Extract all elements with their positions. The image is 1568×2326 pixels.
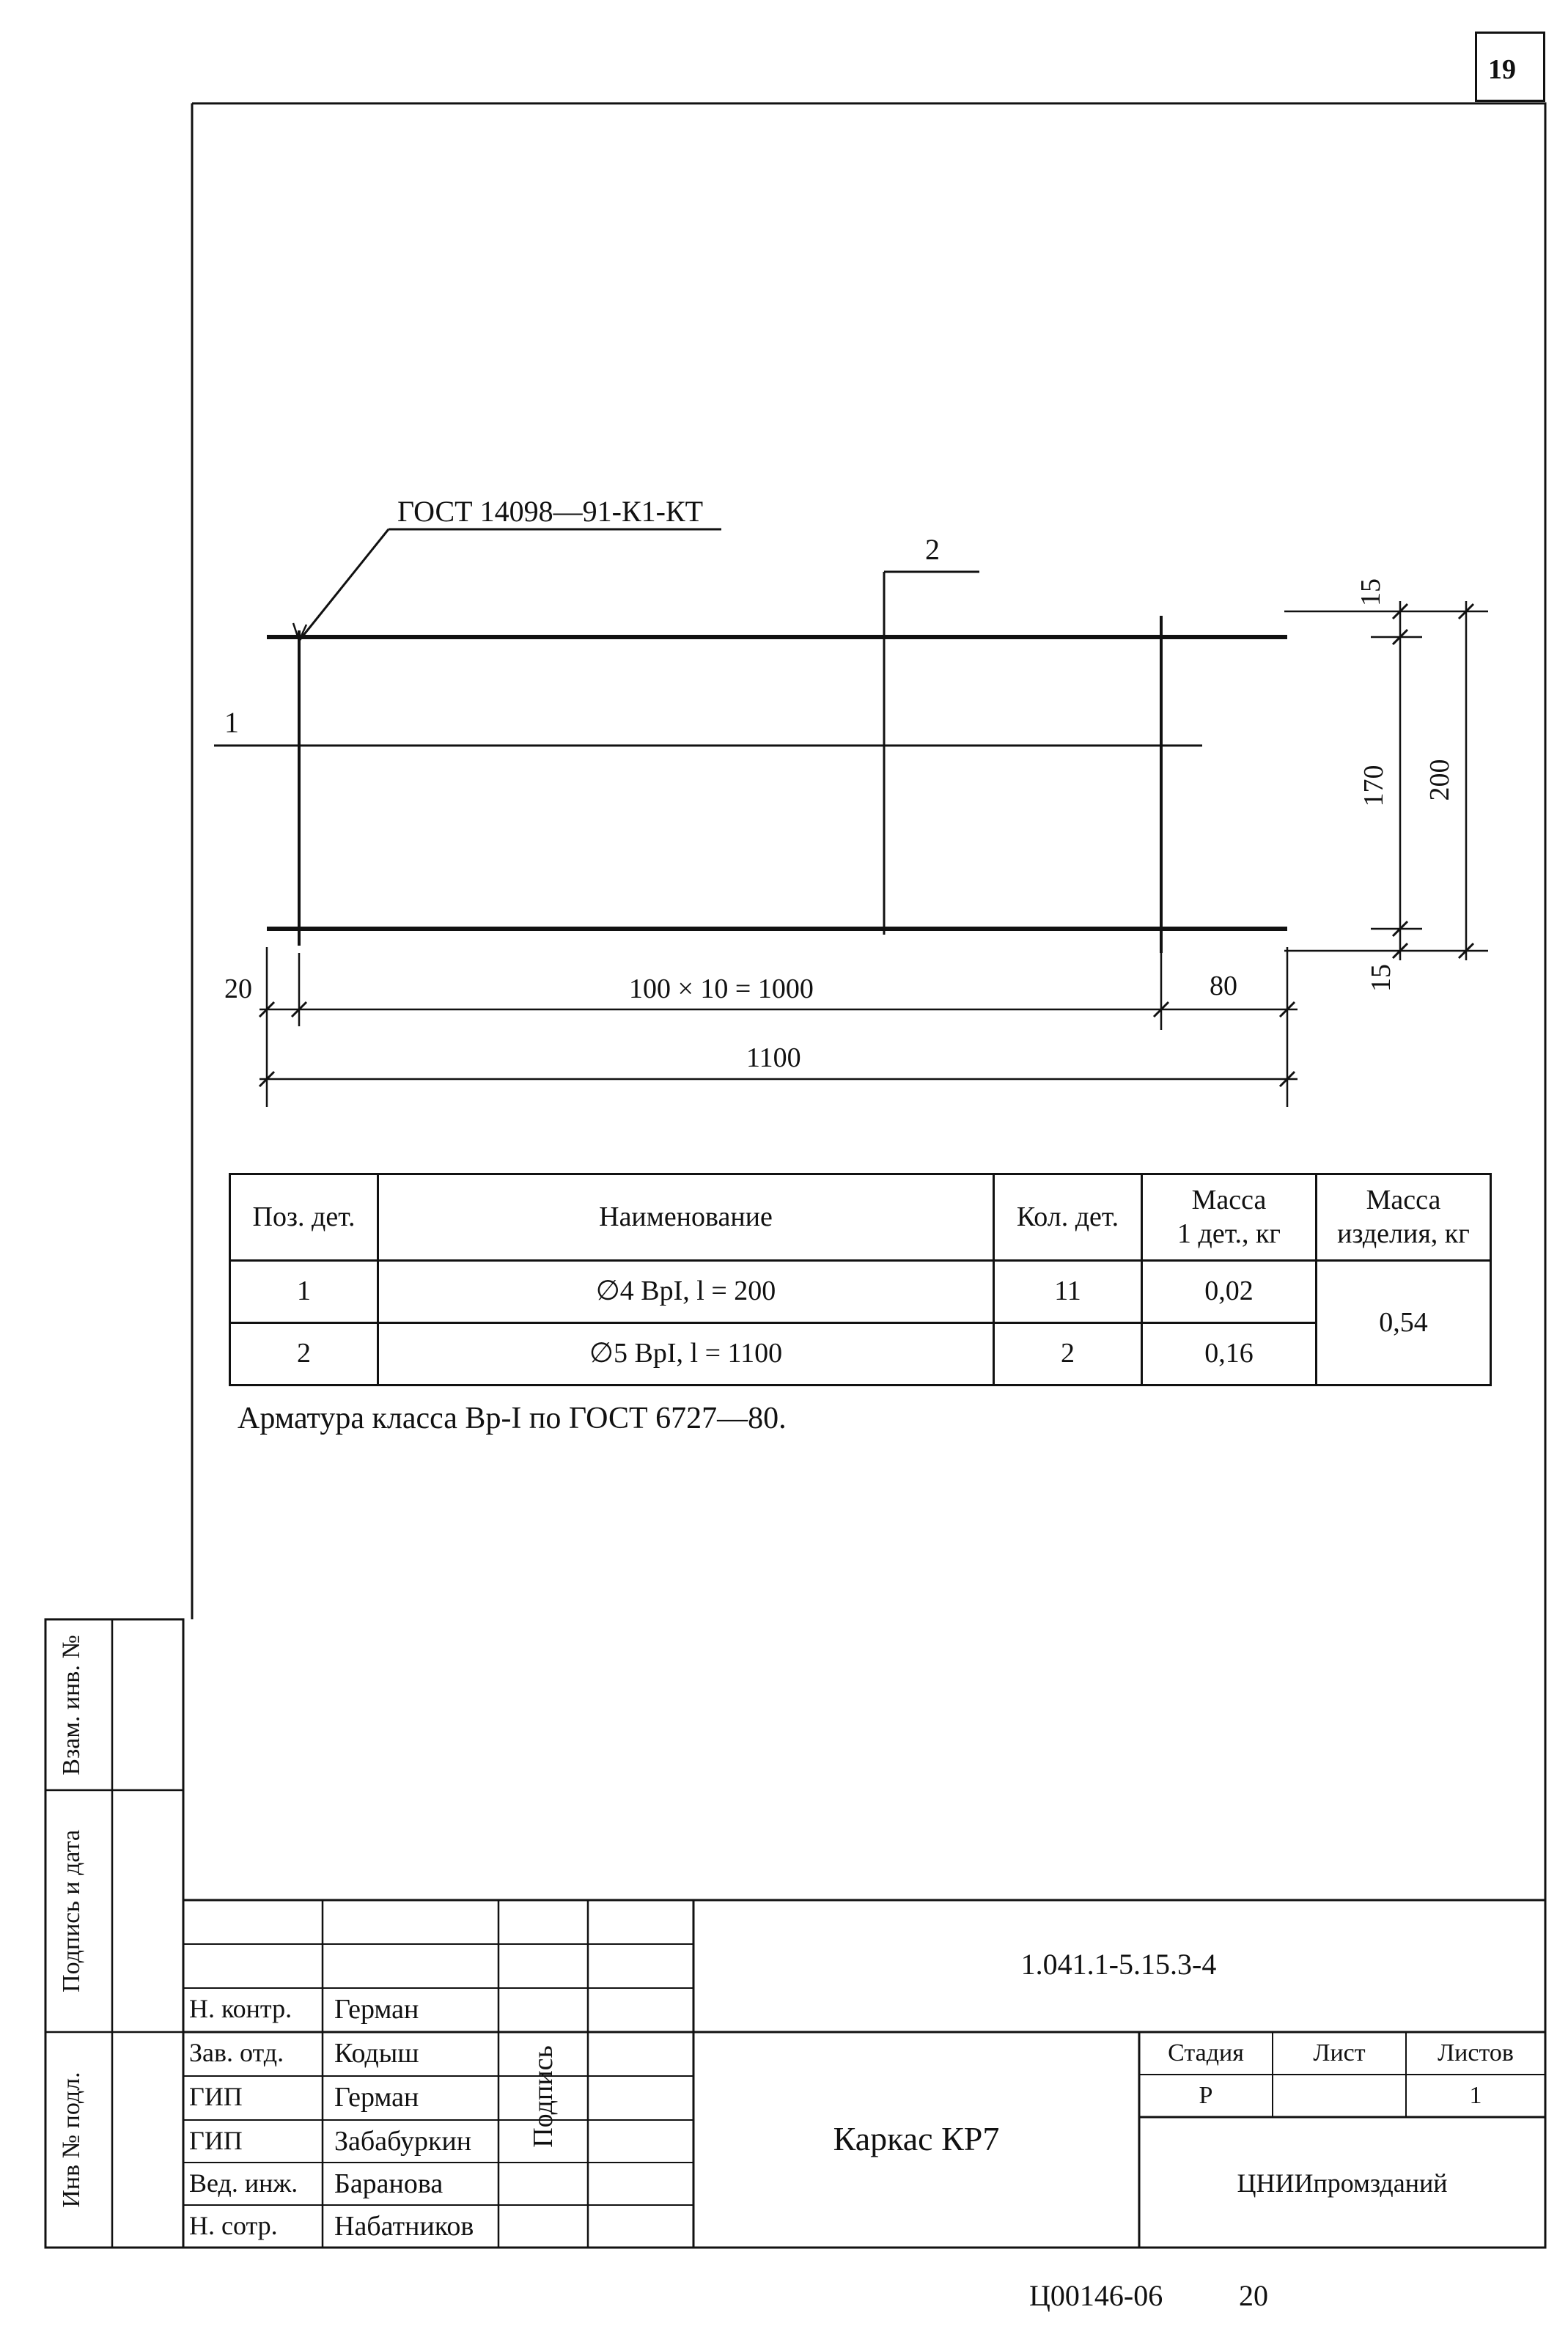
staff-role: Зав. отд. <box>189 2038 284 2067</box>
row-qty: 2 <box>994 1323 1142 1385</box>
archive-code: Ц00146-06 <box>1029 2279 1163 2312</box>
sheet-header: Лист <box>1313 2039 1366 2066</box>
header-mass-one-line2: 1 дет., кг <box>1177 1218 1281 1249</box>
staff-name: Набатников <box>334 2211 474 2242</box>
mass-total: 0,54 <box>1317 1261 1491 1385</box>
header-mass-one <box>1142 1174 1317 1261</box>
sheets-header: Листов <box>1438 2039 1514 2066</box>
staff-name: Забабуркин <box>334 2126 472 2157</box>
table-header-row <box>230 1174 1491 1261</box>
stage-value: Р <box>1199 2082 1213 2109</box>
signature-column-label: Подпись <box>528 2045 559 2148</box>
dim-80: 80 <box>1210 971 1237 1001</box>
row-mass: 0,16 <box>1142 1323 1317 1385</box>
reinforcement-note: Арматура класса Вр-I по ГОСТ 6727—80. <box>238 1402 787 1435</box>
footer-page: 20 <box>1239 2279 1268 2312</box>
row-name: ∅4 ВрI, l = 200 <box>378 1261 994 1323</box>
staff-role: ГИП <box>189 2126 243 2155</box>
staff-role: Н. сотр. <box>189 2211 278 2240</box>
weld-leader <box>299 529 389 641</box>
staff-role: Вед. инж. <box>189 2168 298 2198</box>
position-2-label: 2 <box>925 533 940 566</box>
header-pos: Поз. дет. <box>230 1174 378 1261</box>
staff-name: Герман <box>334 2082 419 2113</box>
page-number: 19 <box>1488 54 1516 85</box>
staff-role: Н. контр. <box>189 1994 292 2023</box>
dim-20: 20 <box>224 974 252 1004</box>
header-name: Наименование <box>378 1174 994 1261</box>
dim-15-top: 15 <box>1355 578 1386 606</box>
sheets-value: 1 <box>1469 2082 1482 2109</box>
dim-200: 200 <box>1424 759 1455 801</box>
row-name: ∅5 ВрI, l = 1100 <box>378 1323 994 1385</box>
header-mass-total-line2: изделия, кг <box>1337 1218 1470 1249</box>
side-label-podpis: Подпись и дата <box>58 1830 85 1992</box>
staff-name: Кодыш <box>334 2038 419 2069</box>
weld-note: ГОСТ 14098—91-К1-КТ <box>397 495 704 528</box>
table-row <box>230 1261 1491 1323</box>
position-1-label: 1 <box>224 706 239 739</box>
dim-170: 170 <box>1358 765 1389 807</box>
header-mass-total <box>1317 1174 1491 1261</box>
staff-name: Баранова <box>334 2168 443 2199</box>
header-mass-total-line1: Масса <box>1366 1184 1441 1215</box>
staff-role: ГИП <box>189 2082 243 2111</box>
side-label-inv: Инв № подл. <box>58 2072 85 2208</box>
specification-table <box>229 1173 1492 1386</box>
dim-15-bottom: 15 <box>1366 964 1396 992</box>
staff-name: Герман <box>334 1994 419 2025</box>
side-label-vzam: Взам. инв. № <box>58 1635 85 1775</box>
row-pos: 2 <box>230 1323 378 1385</box>
document-code: 1.041.1-5.15.3-4 <box>1020 1948 1217 1981</box>
stage-header: Стадия <box>1168 2039 1244 2066</box>
drawing-title: Каркас КР7 <box>833 2120 1000 2157</box>
row-qty: 11 <box>994 1261 1142 1323</box>
organization: ЦНИИпромзданий <box>1237 2168 1448 2198</box>
row-mass: 0,02 <box>1142 1261 1317 1323</box>
dim-1100: 1100 <box>746 1042 801 1073</box>
header-mass-one-line1: Масса <box>1191 1184 1267 1215</box>
dim-pitch: 100 × 10 = 1000 <box>629 974 814 1004</box>
table-row <box>230 1323 1491 1385</box>
row-pos: 1 <box>230 1261 378 1323</box>
header-qty: Кол. дет. <box>994 1174 1142 1261</box>
